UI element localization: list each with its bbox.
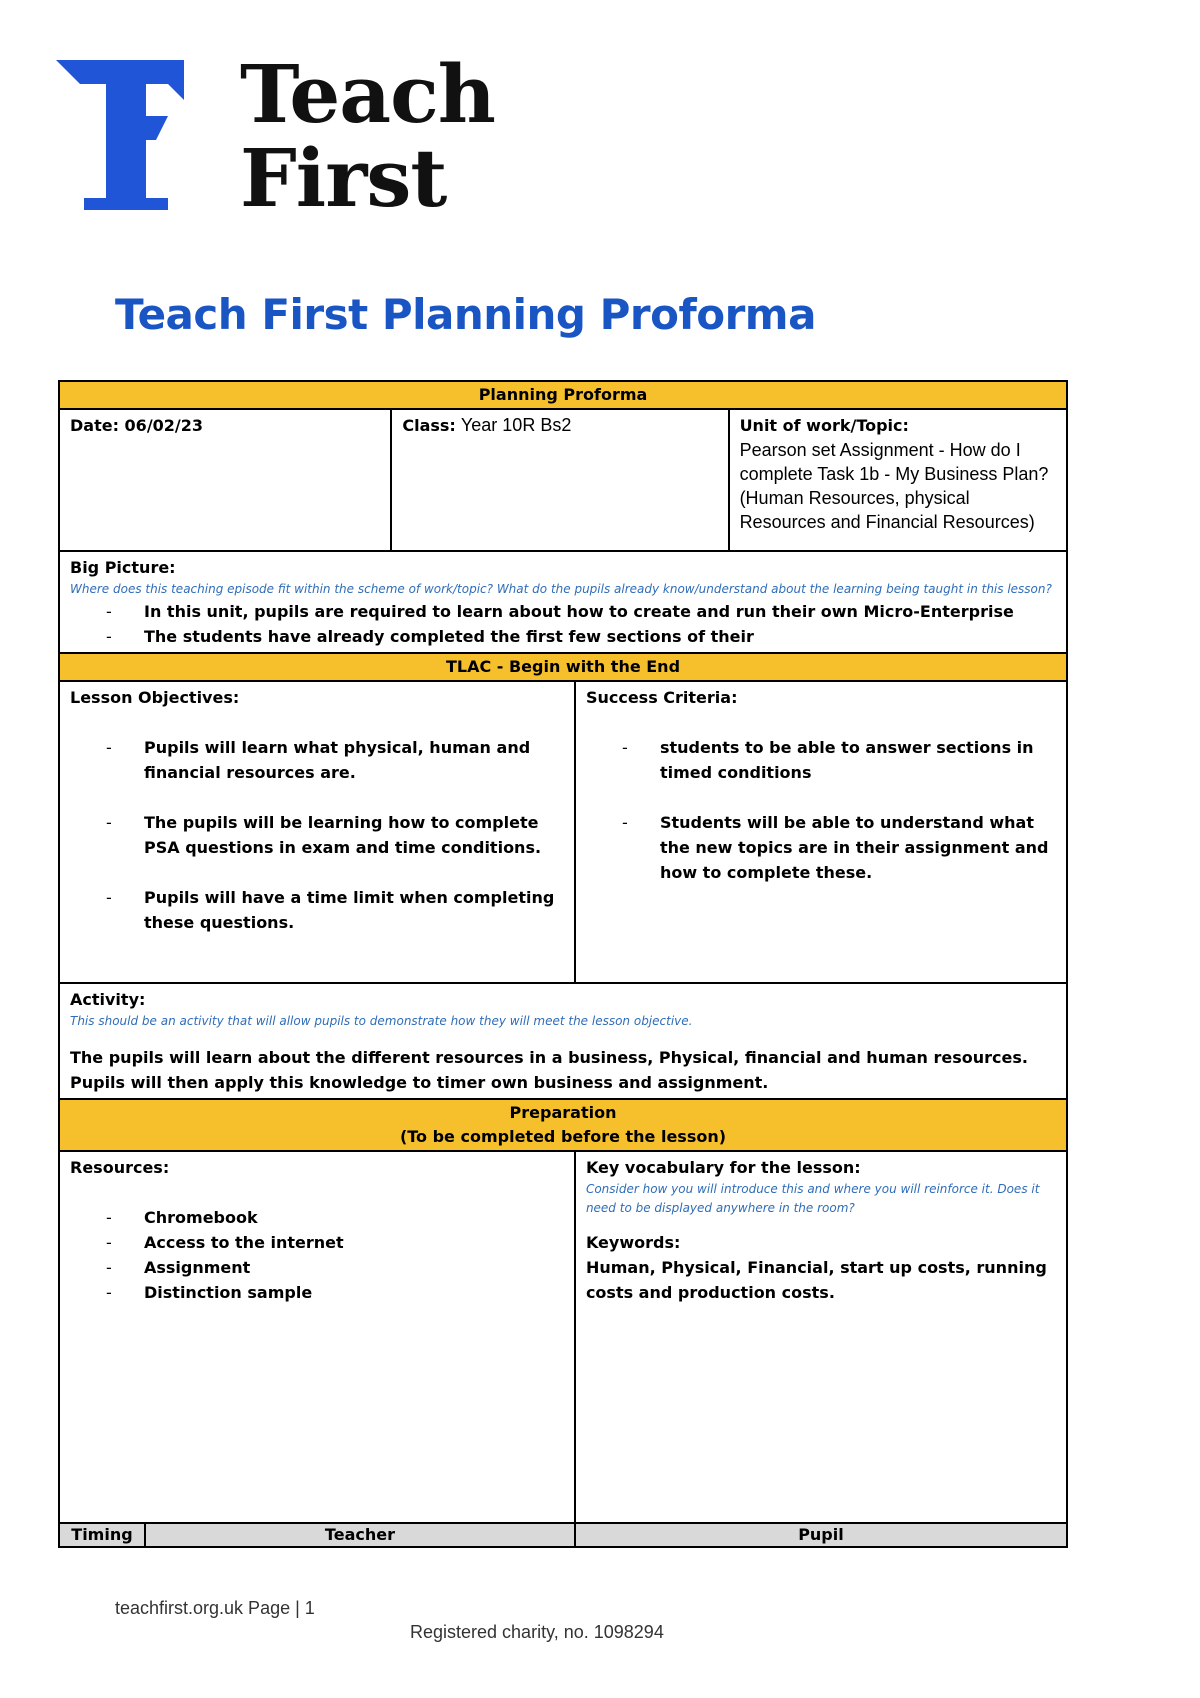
objectives-list [70, 735, 564, 935]
big-picture-cell [59, 551, 1067, 653]
list-item: - The students have already completed the first few sections of their [70, 624, 1056, 649]
preparation-subtitle: (To be completed before the lesson) [399, 1127, 727, 1146]
timing-header: Timing [59, 1523, 145, 1547]
list-item: - Access to the internet [70, 1230, 564, 1255]
class-cell [391, 409, 728, 551]
page-title: Teach First Planning Proforma [115, 290, 816, 339]
resources-label: Resources: [70, 1158, 170, 1177]
success-label: Success Criteria: [585, 688, 738, 707]
list-item: - Pupils will learn what physical, human and financial resources are. [70, 735, 564, 785]
list-item: - Pupils will have a time limit when completing these questions. [70, 885, 564, 935]
big-picture-list [70, 599, 1056, 649]
objectives-cell [59, 681, 575, 983]
vocab-hint: Consider how you will introduce this and where you will reinforce it. Does it need to be displayed anywhere in the room? [585, 1182, 1040, 1215]
activity-hint: This should be an activity that will allow pupils to demonstrate how they will meet the lesson objective. [70, 1014, 693, 1028]
list-item: - In this unit, pupils are required to learn about how to create and run their own Micro-Enterprise [70, 599, 1056, 624]
logo-wordmark [240, 47, 495, 225]
footer-page-info: teachfirst.org.uk Page | 1 [115, 1598, 315, 1618]
activity-label: Activity: [70, 990, 146, 1009]
vocab-cell [575, 1151, 1067, 1523]
class-label: Class: [402, 416, 456, 435]
keywords-text: Human, Physical, Financial, start up costs, running costs and production costs. [585, 1258, 1047, 1302]
keywords-label: Keywords: [585, 1233, 681, 1252]
big-picture-label: Big Picture: [70, 558, 176, 577]
vocab-label: Key vocabulary for the lesson: [585, 1158, 861, 1177]
resources-cell [59, 1151, 575, 1523]
preparation-band [59, 1099, 1067, 1151]
resources-list [70, 1205, 564, 1305]
list-item: - Distinction sample [70, 1280, 564, 1305]
success-cell [575, 681, 1067, 983]
activity-cell [59, 983, 1067, 1099]
logo-line-teach: Teach [240, 47, 495, 141]
list-item: - Assignment [70, 1255, 564, 1280]
list-item: - Chromebook [70, 1205, 564, 1230]
date-cell [59, 409, 391, 551]
unit-value: Pearson set Assignment - How do I complete Task 1b - My Business Plan?(Human Resources, physical Resources and Financial Resources) [739, 440, 1049, 532]
class-value: Year 10R Bs2 [460, 415, 572, 435]
big-picture-hint: Where does this teaching episode fit within the scheme of work/topic? What do the pupils already know/understand about the learning being taught in this lesson? [70, 582, 1052, 596]
table-header: Planning Proforma [59, 381, 1067, 409]
activity-text: The pupils will learn about the different resources in a business, Physical, financial and human resources. Pupils will then apply this knowledge to timer own business and assignment. [70, 1048, 1028, 1092]
footer-charity: Registered charity, no. 1098294 [410, 1622, 664, 1642]
list-item: - students to be able to answer sections in timed conditions [586, 735, 1056, 785]
date-label: Date: 06/02/23 [70, 416, 204, 435]
logo-line-first: First [240, 131, 447, 225]
preparation-title: Preparation [509, 1103, 617, 1122]
list-item: - The pupils will be learning how to complete PSA questions in exam and time conditions. [70, 810, 564, 860]
objectives-label: Lesson Objectives: [70, 688, 240, 707]
teacher-header: Teacher [145, 1523, 575, 1547]
list-item: - Students will be able to understand what the new topics are in their assignment and how to complete these. [586, 810, 1056, 885]
unit-cell [729, 409, 1067, 551]
tlac-band: TLAC - Begin with the End [59, 653, 1067, 681]
unit-label: Unit of work/Topic: [739, 416, 909, 435]
pupil-header: Pupil [575, 1523, 1067, 1547]
success-list [586, 735, 1056, 885]
planning-proforma-table [58, 380, 1068, 1548]
teach-first-logo-mark [56, 50, 186, 210]
